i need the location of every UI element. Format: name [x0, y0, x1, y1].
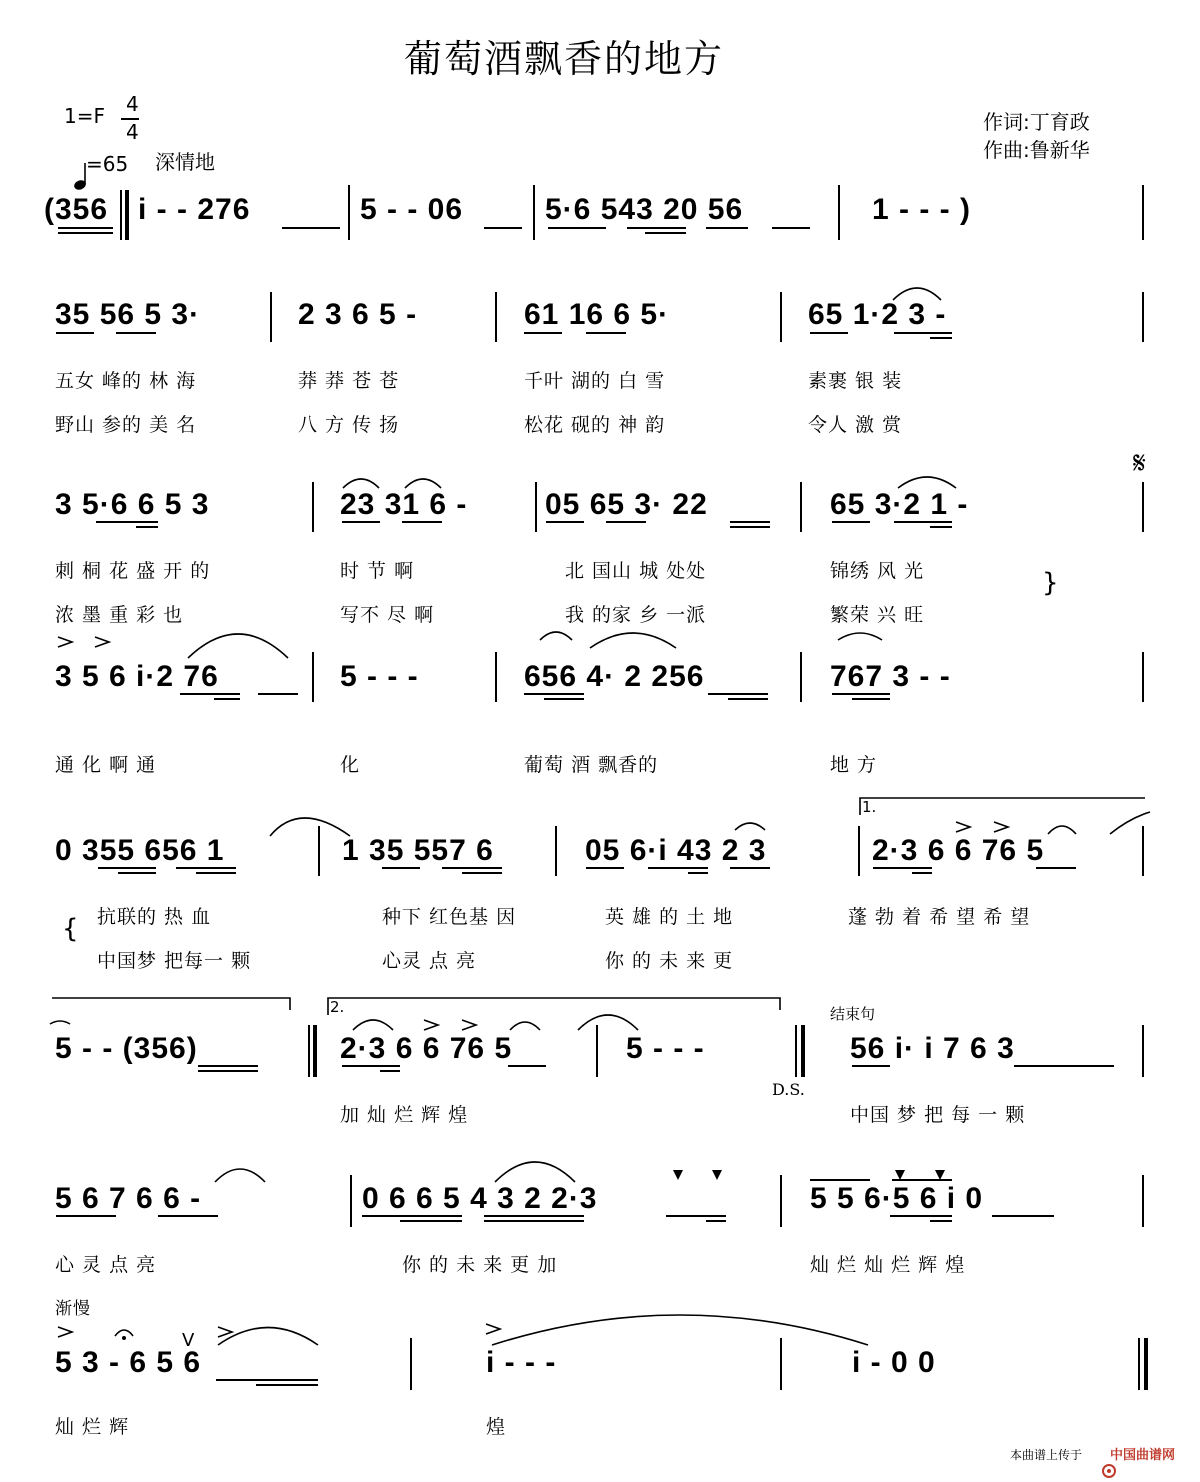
score-measure: 5 3 - 6 5 6	[55, 1346, 202, 1379]
score-measure: 0 355 656 1	[55, 834, 225, 867]
site-name-link[interactable]: 中国曲谱网	[1110, 1448, 1176, 1463]
score-measure: 2·3 6 6 76 5	[872, 834, 1045, 867]
score-measure: 3 5 6 i·2 76	[55, 660, 219, 693]
lyric-line-2: 野山 参的 美 名	[55, 414, 197, 436]
key-signature: 1=F	[64, 104, 105, 128]
page-title: 葡萄酒飘香的地方	[404, 37, 725, 81]
lyric-line-1: 加 灿 烂 辉 煌	[340, 1104, 469, 1126]
score-measure: 5 - - 06	[360, 193, 464, 226]
lyric-line-2: 松花 砚的 神 韵	[524, 414, 666, 436]
score-measure: 61 16 6 5·	[524, 298, 670, 331]
lyric-line-2: 八 方 传 扬	[298, 414, 400, 436]
score-measure: 65 1·2 3 -	[808, 298, 947, 331]
lyric-line-1: 灿 烂 辉	[55, 1416, 130, 1438]
score-measure: 65 3·2 1 -	[830, 488, 969, 521]
brace-left: {	[62, 914, 79, 944]
lyric-line-2: 我 的家 乡 一派	[565, 604, 707, 626]
lyric-line-1: 北 国山 城 处处	[565, 560, 707, 582]
score-measure: 05 65 3· 22	[545, 488, 708, 521]
footer-uploaded-text: 本曲谱上传于	[1010, 1448, 1083, 1462]
score-measure: 0 6 6 5 4 3 2 2·3	[362, 1182, 598, 1215]
ds-marking: D.S.	[772, 1080, 805, 1099]
score-measure: 3 5·6 6 5 3	[55, 488, 210, 521]
score-measure: 5 - - -	[340, 660, 419, 693]
lyric-line-2: 心灵 点 亮	[382, 950, 477, 972]
score-measure: 5 - - -	[626, 1032, 705, 1065]
lyric-line-1: 中国 梦 把 每 一 颗	[850, 1104, 1026, 1126]
lyric-line-1: 化	[340, 754, 361, 776]
score-measure: 05 6·i 43 2 3	[585, 834, 767, 867]
lyric-line-2: 令人 激 赏	[808, 414, 903, 436]
tempo-marking: =65	[86, 152, 129, 176]
lyric-line-1: 地 方	[830, 754, 878, 776]
volta-1-label: 1.	[862, 798, 877, 816]
expression-marking: 深情地	[155, 150, 215, 174]
lyric-line-1: 你 的 未 来 更 加	[402, 1254, 558, 1276]
score-measure: 5 - - (356)	[55, 1032, 198, 1065]
lyric-line-1: 种下 红色基 因	[382, 906, 517, 928]
lyric-line-1: 锦绣 风 光	[830, 560, 925, 582]
lyric-line-1: 时 节 啊	[340, 560, 415, 582]
score-measure: 56 i· i 7 6 3	[850, 1032, 1015, 1065]
lyric-line-1: 刺 桐 花 盛 开 的	[55, 560, 211, 582]
lyric-line-1: 煌	[486, 1416, 507, 1438]
score-measure: 23 31 6 -	[340, 488, 468, 521]
lyric-line-1: 英 雄 的 土 地	[605, 906, 734, 928]
score-measure: 1 35 557 6	[342, 834, 494, 867]
lyric-line-1: 抗联的 热 血	[97, 906, 212, 928]
lyric-line-1: 蓬 勃 着 希 望 希 望	[848, 906, 1031, 928]
ending-label: 结束句	[830, 1005, 876, 1023]
score-measure: i - - -	[486, 1346, 557, 1379]
time-signature-top: 4	[126, 92, 139, 116]
lyricist-credit: 作词:丁育政	[983, 110, 1090, 134]
lyric-line-1: 素裹 银 装	[808, 370, 903, 392]
lyric-line-1: 莽 莽 苍 苍	[298, 370, 400, 392]
score-measure: i - - 276	[138, 193, 251, 226]
score-measure: 35 56 5 3·	[55, 298, 201, 331]
segno-icon: 𝄋	[1133, 446, 1146, 481]
composer-credit: 作曲:鲁新华	[983, 138, 1090, 162]
lyric-line-2: 你 的 未 来 更	[605, 950, 734, 972]
lyric-line-2: 浓 墨 重 彩 也	[55, 604, 184, 626]
score-measure: 656 4· 2 256	[524, 660, 705, 693]
ritardando-marking: 渐慢	[55, 1299, 91, 1319]
lyric-line-1: 五女 峰的 林 海	[55, 370, 197, 392]
lyric-line-1: 葡萄 酒 飘香的	[524, 754, 659, 776]
score-measure: i - 0 0	[852, 1346, 936, 1379]
lyric-line-1: 千叶 湖的 白 雪	[524, 370, 666, 392]
lyric-line-1: 通 化 啊 通	[55, 754, 157, 776]
lyric-line-1: 心 灵 点 亮	[55, 1254, 157, 1276]
score-measure: 5 6 7 6 6 -	[55, 1182, 202, 1215]
score-measure: 2 3 6 5 -	[298, 298, 418, 331]
score-measure: (356	[44, 193, 109, 226]
brace-right: }	[1042, 568, 1059, 598]
lyric-line-2: 中国梦 把每一 颗	[97, 950, 252, 972]
score-measure: 2·3 6 6 76 5	[340, 1032, 513, 1065]
breath-mark: V	[182, 1330, 195, 1351]
time-signature-bottom: 4	[126, 120, 139, 144]
lyric-line-1: 灿 烂 灿 烂 辉 煌	[810, 1254, 966, 1276]
lyric-line-2: 写不 尽 啊	[340, 604, 435, 626]
score-measure: 767 3 - -	[830, 660, 951, 693]
volta-2-label: 2.	[330, 998, 345, 1016]
score-measure: 1 - - - )	[872, 193, 971, 226]
lyric-line-2: 繁荣 兴 旺	[830, 604, 925, 626]
site-logo-icon	[1092, 1444, 1106, 1458]
score-measure: 5·6 543 20 56	[545, 193, 744, 226]
score-measure: 5 5 6·5 6 i 0	[810, 1182, 984, 1215]
